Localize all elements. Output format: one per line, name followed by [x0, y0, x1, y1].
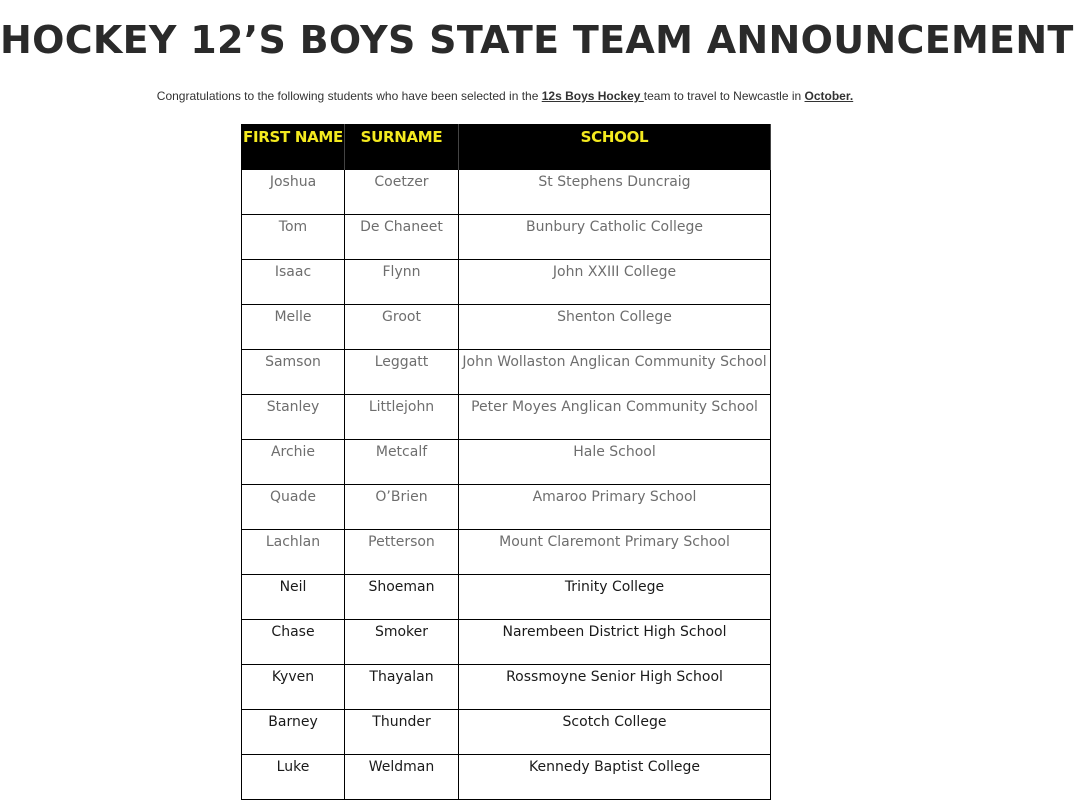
intro-paragraph	[0, 89, 1010, 103]
team-roster-table	[241, 124, 771, 800]
surname-cell: Coetzer	[345, 170, 459, 215]
school-cell: Mount Claremont Primary School	[459, 530, 771, 575]
first-name-cell: Joshua	[242, 170, 345, 215]
table-header-row	[242, 124, 771, 170]
intro-text-1: Congratulations to the following students who have been selected in the	[156, 89, 542, 103]
school-cell: John Wollaston Anglican Community School	[459, 350, 771, 395]
surname-cell: Groot	[345, 305, 459, 350]
surname-cell: Flynn	[345, 260, 459, 305]
first-name-cell: Samson	[242, 350, 345, 395]
table-row	[242, 260, 771, 305]
page-title: HOCKEY 12’S BOYS STATE TEAM ANNOUNCEMENT	[0, 18, 1074, 62]
surname-cell: O’Brien	[345, 485, 459, 530]
table-row	[242, 215, 771, 260]
school-cell: Bunbury Catholic College	[459, 215, 771, 260]
team-link[interactable]: 12s Boys Hockey	[541, 89, 644, 103]
surname-cell: Smoker	[345, 620, 459, 665]
table-row	[242, 665, 771, 710]
table-row	[242, 305, 771, 350]
school-cell: Scotch College	[459, 710, 771, 755]
first-name-cell: Stanley	[242, 395, 345, 440]
surname-cell: Thunder	[345, 710, 459, 755]
school-cell: Narembeen District High School	[459, 620, 771, 665]
table-row	[242, 170, 771, 215]
table-row	[242, 755, 771, 800]
school-cell: John XXIII College	[459, 260, 771, 305]
school-cell: Kennedy Baptist College	[459, 755, 771, 800]
school-cell: Shenton College	[459, 305, 771, 350]
first-name-cell: Luke	[242, 755, 345, 800]
school-cell: Amaroo Primary School	[459, 485, 771, 530]
surname-cell: Weldman	[345, 755, 459, 800]
first-name-cell: Isaac	[242, 260, 345, 305]
table-row	[242, 395, 771, 440]
first-name-cell: Quade	[242, 485, 345, 530]
table-row	[242, 575, 771, 620]
first-name-cell: Melle	[242, 305, 345, 350]
school-cell: Trinity College	[459, 575, 771, 620]
table-row	[242, 485, 771, 530]
surname-cell: De Chaneet	[345, 215, 459, 260]
school-cell: St Stephens Duncraig	[459, 170, 771, 215]
first-name-cell: Chase	[242, 620, 345, 665]
first-name-cell: Lachlan	[242, 530, 345, 575]
first-name-cell: Neil	[242, 575, 345, 620]
header-school: SCHOOL	[459, 124, 771, 170]
header-surname: SURNAME	[345, 124, 459, 170]
table-row	[242, 710, 771, 755]
first-name-cell: Barney	[242, 710, 345, 755]
first-name-cell: Tom	[242, 215, 345, 260]
surname-cell: Shoeman	[345, 575, 459, 620]
table-row	[242, 620, 771, 665]
first-name-cell: Archie	[242, 440, 345, 485]
intro-text-2: team to travel to Newcastle in	[643, 89, 805, 103]
table-row	[242, 350, 771, 395]
month-link[interactable]: October.	[804, 89, 854, 103]
surname-cell: Petterson	[345, 530, 459, 575]
surname-cell: Littlejohn	[345, 395, 459, 440]
table-row	[242, 530, 771, 575]
school-cell: Peter Moyes Anglican Community School	[459, 395, 771, 440]
table-row	[242, 440, 771, 485]
surname-cell: Leggatt	[345, 350, 459, 395]
surname-cell: Metcalf	[345, 440, 459, 485]
school-cell: Hale School	[459, 440, 771, 485]
surname-cell: Thayalan	[345, 665, 459, 710]
first-name-cell: Kyven	[242, 665, 345, 710]
header-first-name: FIRST NAME	[242, 124, 345, 170]
school-cell: Rossmoyne Senior High School	[459, 665, 771, 710]
